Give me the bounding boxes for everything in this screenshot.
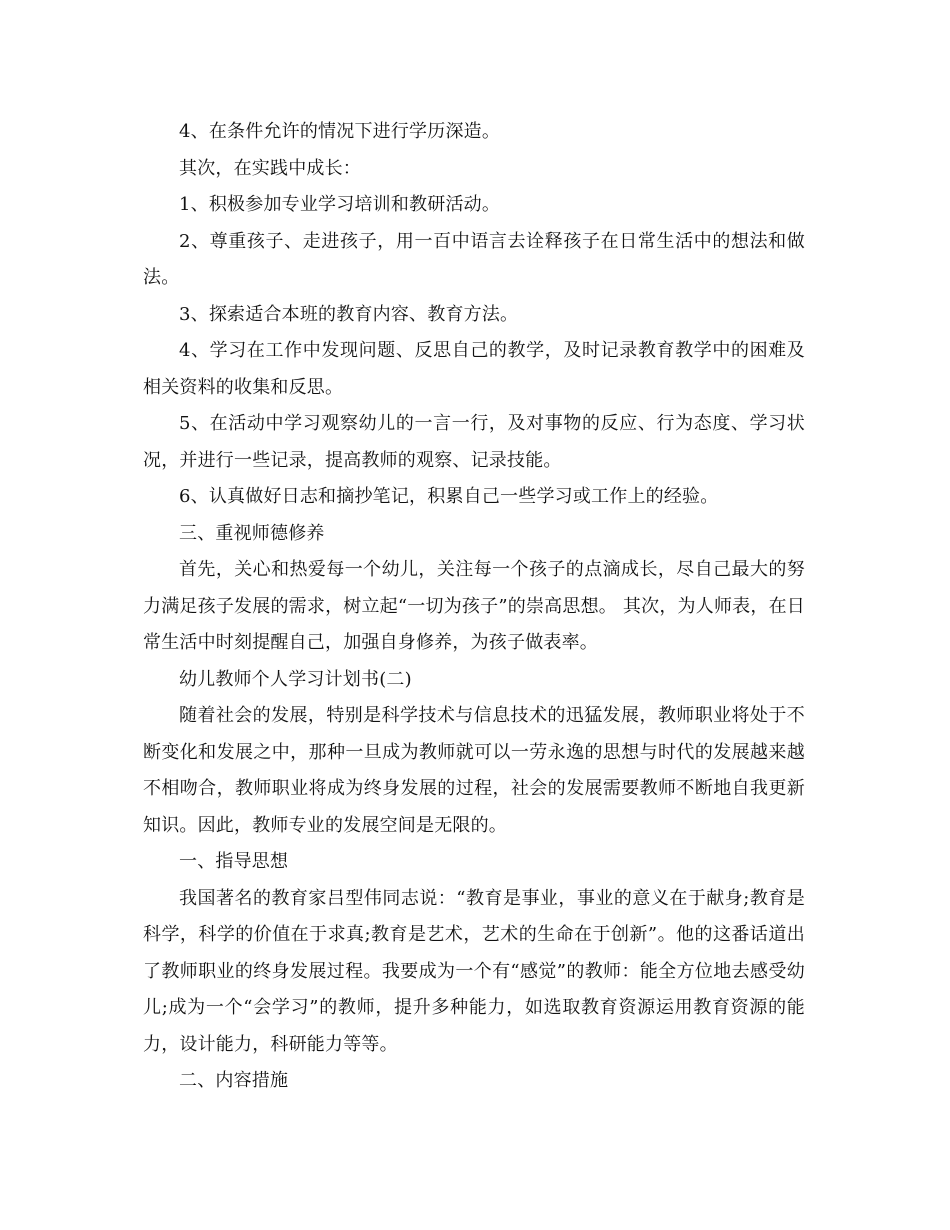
paragraph-10: 首先，关心和热爱每一个幼儿，关注每一个孩子的点滴成长，尽自己最大的努力满足孩子发展的需求，树立起“一切为孩子”的崇高思想。 其次，为人师表，在日常生活中时刻提醒自己，加强自身修养，为孩子做表率。	[143, 559, 805, 653]
paragraph-14: 我国著名的教育家吕型伟同志说：“教育是事业，事业的意义在于献身;教育是科学，科学的价值在于求真;教育是艺术，艺术的生命在于创新”。他的这番话道出了教师职业的终身发展过程。我要成为一个有“感觉”的教师：能全方位地去感受幼儿;成为一个“会学习”的教师，提升多种能力，如选取教育资源运用教育资源的能力，设计能力，科研能力等等。	[143, 887, 805, 1055]
document-body	[143, 114, 805, 1100]
document-title-part-2: 幼儿教师个人学习计划书(二)	[179, 668, 412, 690]
section-heading-ethics: 三、重视师德修养	[179, 522, 325, 544]
paragraph-2: 其次，在实践中成长：	[179, 157, 361, 179]
paragraph-5: 3、探索适合本班的教育内容、教育方法。	[179, 303, 519, 325]
paragraph-12: 随着社会的发展，特别是科学技术与信息技术的迅猛发展，教师职业将处于不断变化和发展之中，那种一旦成为教师就可以一劳永逸的思想与时代的发展越来越不相吻合，教师职业将成为终身发展的过程，社会的发展需要教师不断地自我更新知识。因此，教师专业的发展空间是无限的。	[143, 705, 805, 836]
paragraph-8: 6、认真做好日志和摘抄笔记，积累自己一些学习或工作上的经验。	[179, 486, 719, 507]
paragraph-1: 4、在条件允许的情况下进行学历深造。	[179, 121, 501, 142]
paragraph-6: 4、学习在工作中发现问题、反思自己的教学，及时记录教育教学中的困难及相关资料的收集和反思。	[143, 340, 805, 398]
paragraph-4: 2、尊重孩子、走进孩子，用一百中语言去诠释孩子在日常生活中的想法和做法。	[143, 230, 805, 288]
paragraph-7: 5、在活动中学习观察幼儿的一言一行，及对事物的反应、行为态度、学习状况，并进行一些记录，提高教师的观察、记录技能。	[143, 413, 805, 471]
section-heading-measures: 二、内容措施	[179, 1070, 289, 1091]
paragraph-3: 1、积极参加专业学习培训和教研活动。	[179, 194, 501, 215]
section-heading-guiding-thought: 一、指导思想	[179, 851, 289, 872]
